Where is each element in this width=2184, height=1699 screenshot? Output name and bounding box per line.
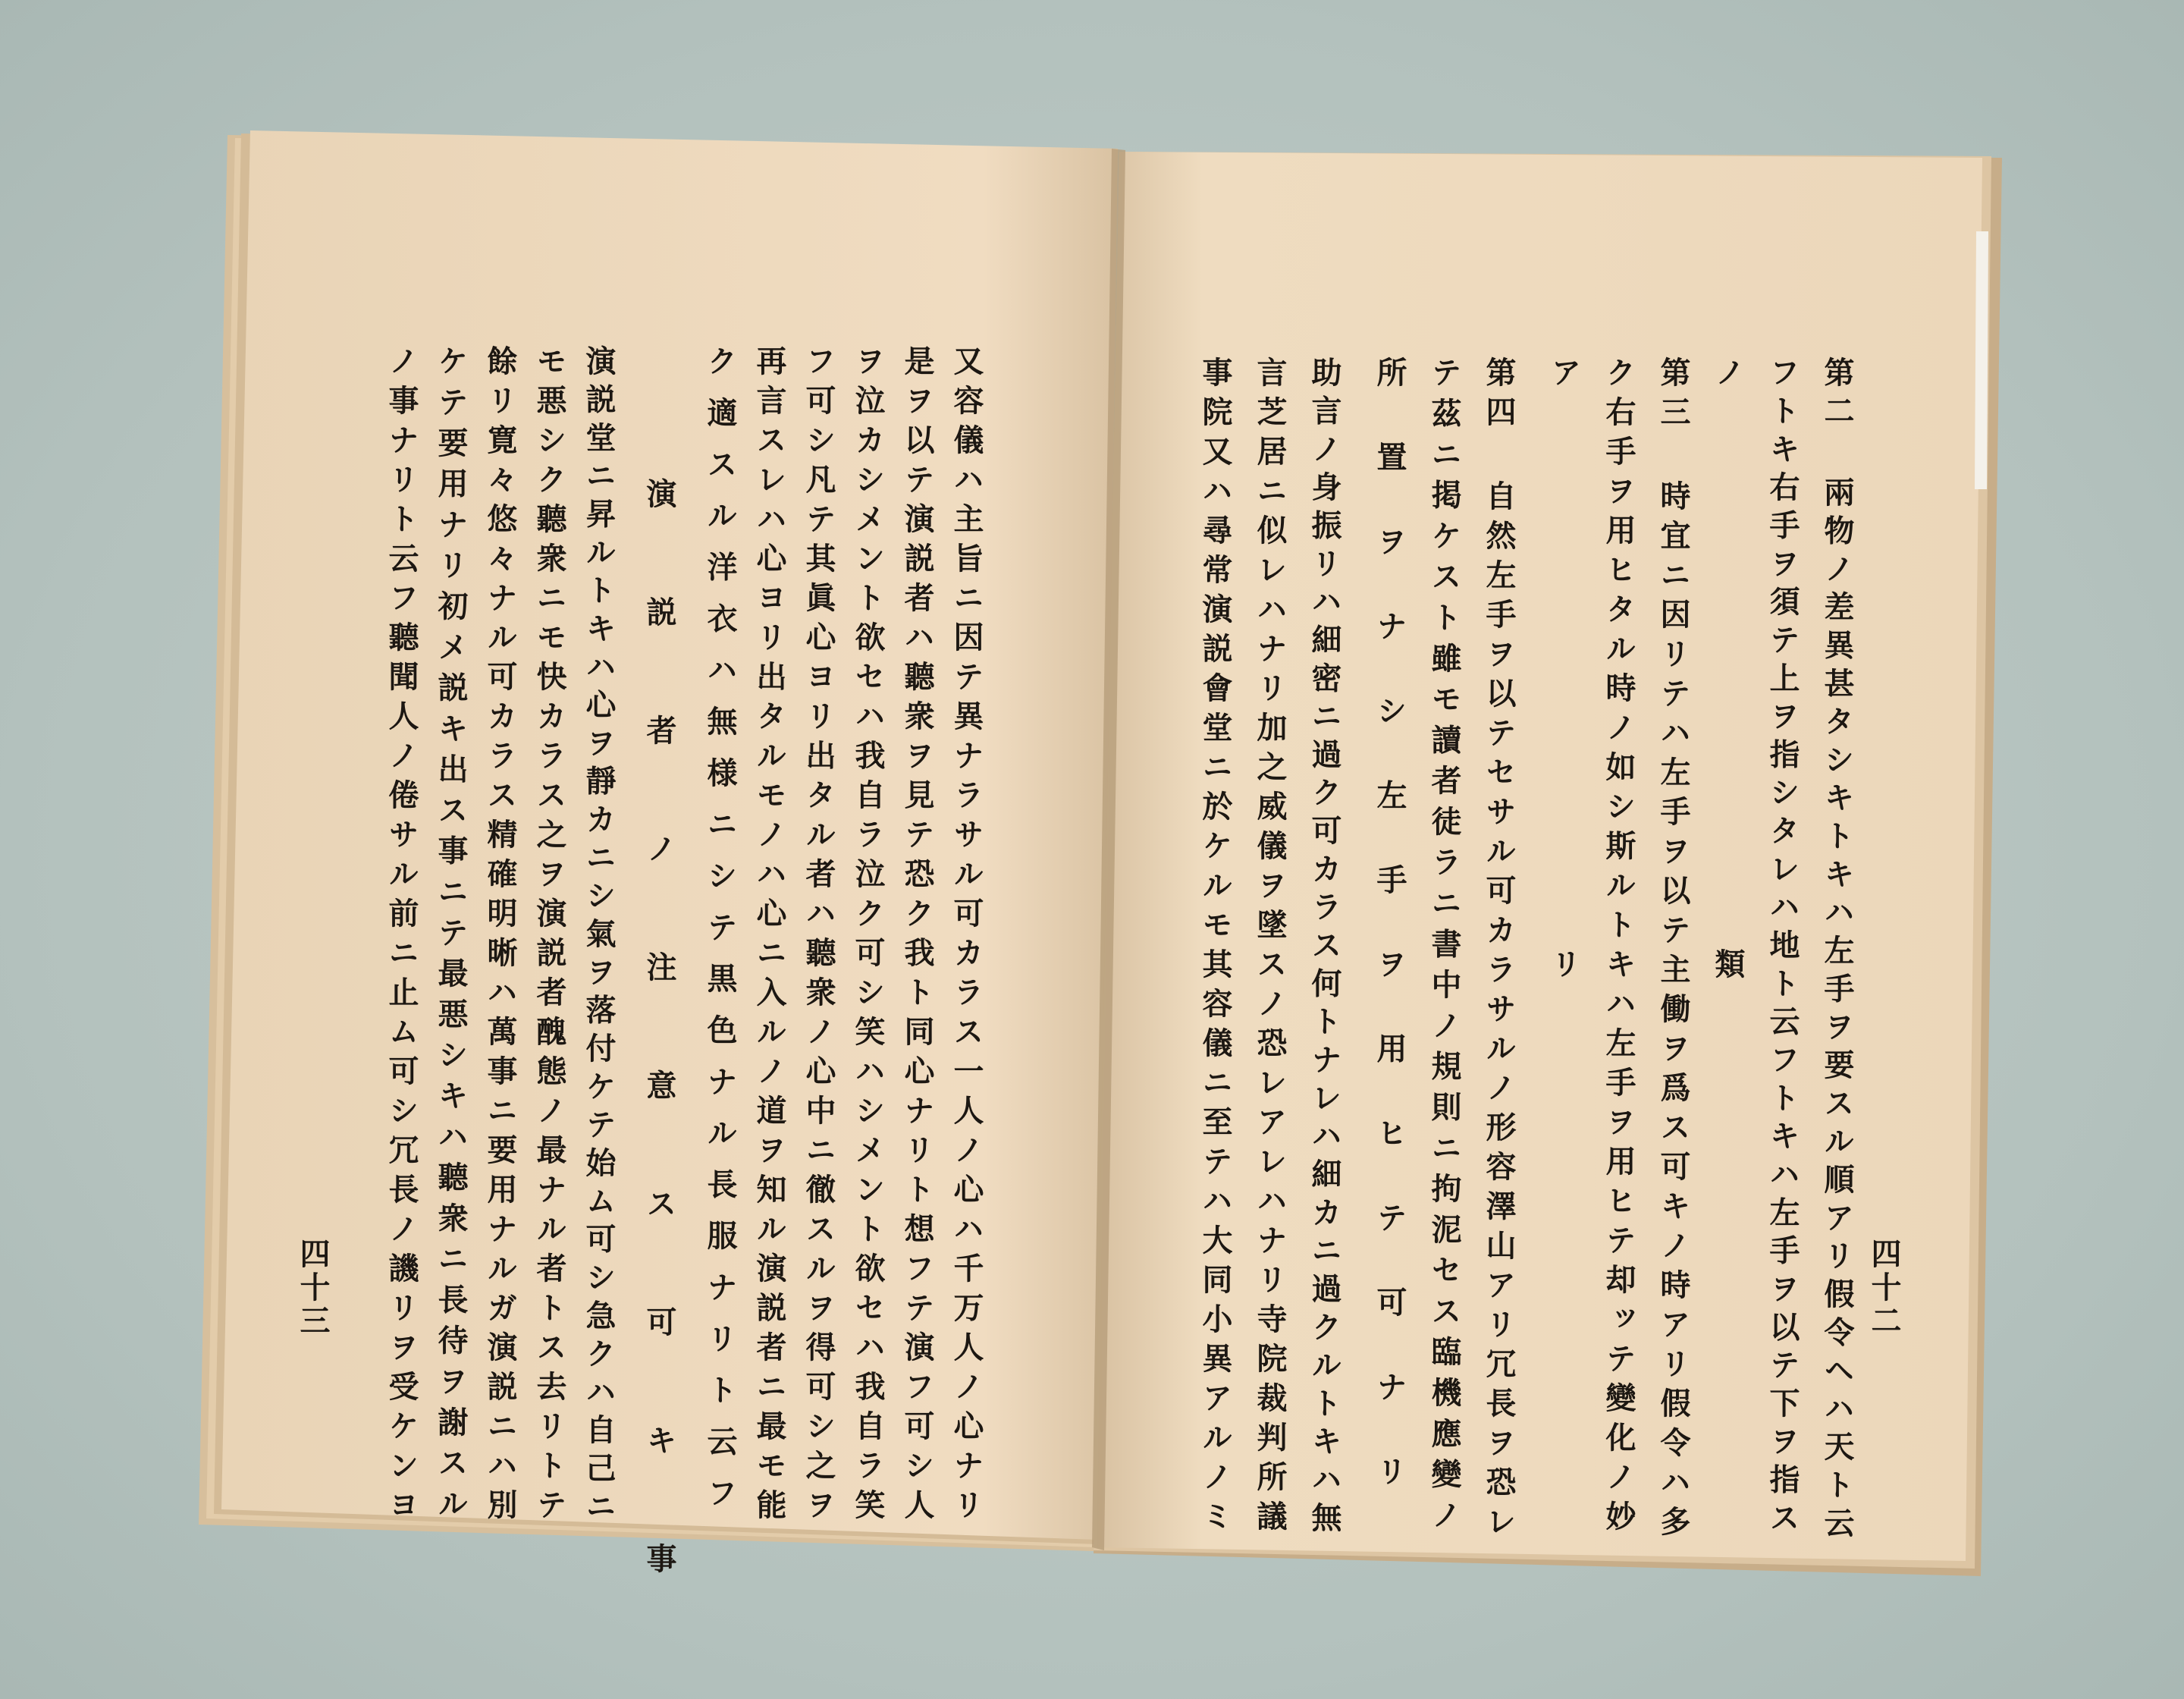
right-line-10: 助言ノ身振リハ細密ニ過ク可カラス何トナレハ細カニ過クルトキハ無	[1307, 356, 1342, 1540]
paper-slip	[1975, 231, 1988, 489]
left-heading: 演説者ノ注意ス可キ事	[642, 478, 677, 1661]
right-line-5: ク右手ヲ用ヒタル時ノ如シ斯ルトキハ左手ヲ用ヒテ却ッテ變化ノ妙	[1601, 356, 1636, 1540]
left-line-2: 是ヲ以テ演説者ハ聽衆ヲ見テ恐ク我ト同心ナリト想フテ演フ可シ人	[899, 345, 935, 1528]
right-line-8: テ茲ニ掲ケスト雖モ讀者徒ラニ書中ノ規則ニ拘泥セス臨機應變ノ	[1426, 356, 1462, 1540]
left-line-11: ケテ要用ナリ初メ説キ出ス事ニテ最悪シキハ聽衆ニ長待ヲ謝スル	[433, 345, 469, 1528]
right-line-9: 所置ヲナシ左手ヲ用ヒテ可ナリ	[1372, 356, 1407, 1540]
right-line-1: 第二 兩物ノ差異甚タシキトキハ左手ヲ要スル順アリ假令ヘハ天ト云	[1819, 356, 1855, 1545]
left-line-4: フ可シ凡テ其眞心ヨリ出タル者ハ聽衆ノ心中ニ徹スルヲ得可シ之ヲ	[801, 345, 836, 1528]
right-line-3: ノ類	[1710, 356, 1746, 1540]
left-line-1: 又容儀ハ主旨ニ因テ異ナラサル可カラス一人ノ心ハ千万人ノ心ナリ	[949, 345, 984, 1528]
left-line-12: ノ事ナリト云フ聽聞人ノ倦サル前ニ止ム可シ冗長ノ譏リヲ受ケンヨ	[384, 345, 419, 1528]
left-line-5: 再言スレハ心ヨリ出タルモノハ心ニ入ルノ道ヲ知ル演説者ニ最モ能	[752, 345, 787, 1528]
right-line-2: フトキ右手ヲ須テ上ヲ指シタレハ地ト云フトキハ左手ヲ以テ下ヲ指ス	[1765, 356, 1800, 1540]
right-line-7: 第四 自然左手ヲ以テセサル可カラサルノ形容澤山アリ冗長ヲ恐レ	[1481, 356, 1517, 1545]
right-line-6: アリ	[1546, 356, 1582, 1540]
right-line-12: 事院又ハ尋常演説會堂ニ於ケルモ其容儀ニ至テハ大同小異アルノミ	[1197, 356, 1233, 1540]
right-page-number: 四十二	[1866, 1238, 1902, 1338]
right-line-4: 第三 時宜ニ因リテハ左手ヲ以テ主働ヲ爲ス可キノ時アリ假令ハ多	[1655, 356, 1691, 1545]
left-line-9: モ悪シク聽衆ニモ快カラス之ヲ演説者醜態ノ最ナル者トス去リトテ	[532, 345, 567, 1528]
left-page-number: 四十三	[295, 1238, 331, 1338]
left-line-10: 餘リ寛々悠々ナル可カラス精確明晰ハ萬事ニ要用ナルガ演説ニハ別	[482, 345, 518, 1528]
left-line-8: 演説堂ニ昇ルトキハ心ヲ靜カニシ氣ヲ落付ケテ始ム可シ急クハ自己ニ	[581, 345, 617, 1528]
right-line-11: 言芝居ニ似レハナリ加之威儀ヲ墜スノ恐レアレハナリ寺院裁判所議	[1252, 356, 1288, 1540]
left-line-3: ヲ泣カシメント欲セハ我自ラ泣ク可シ笑ハシメント欲セハ我自ラ笑	[850, 345, 886, 1528]
left-line-6: ク適スル洋衣ハ無様ニシテ黒色ナル長服ナリト云フ	[702, 345, 738, 1528]
